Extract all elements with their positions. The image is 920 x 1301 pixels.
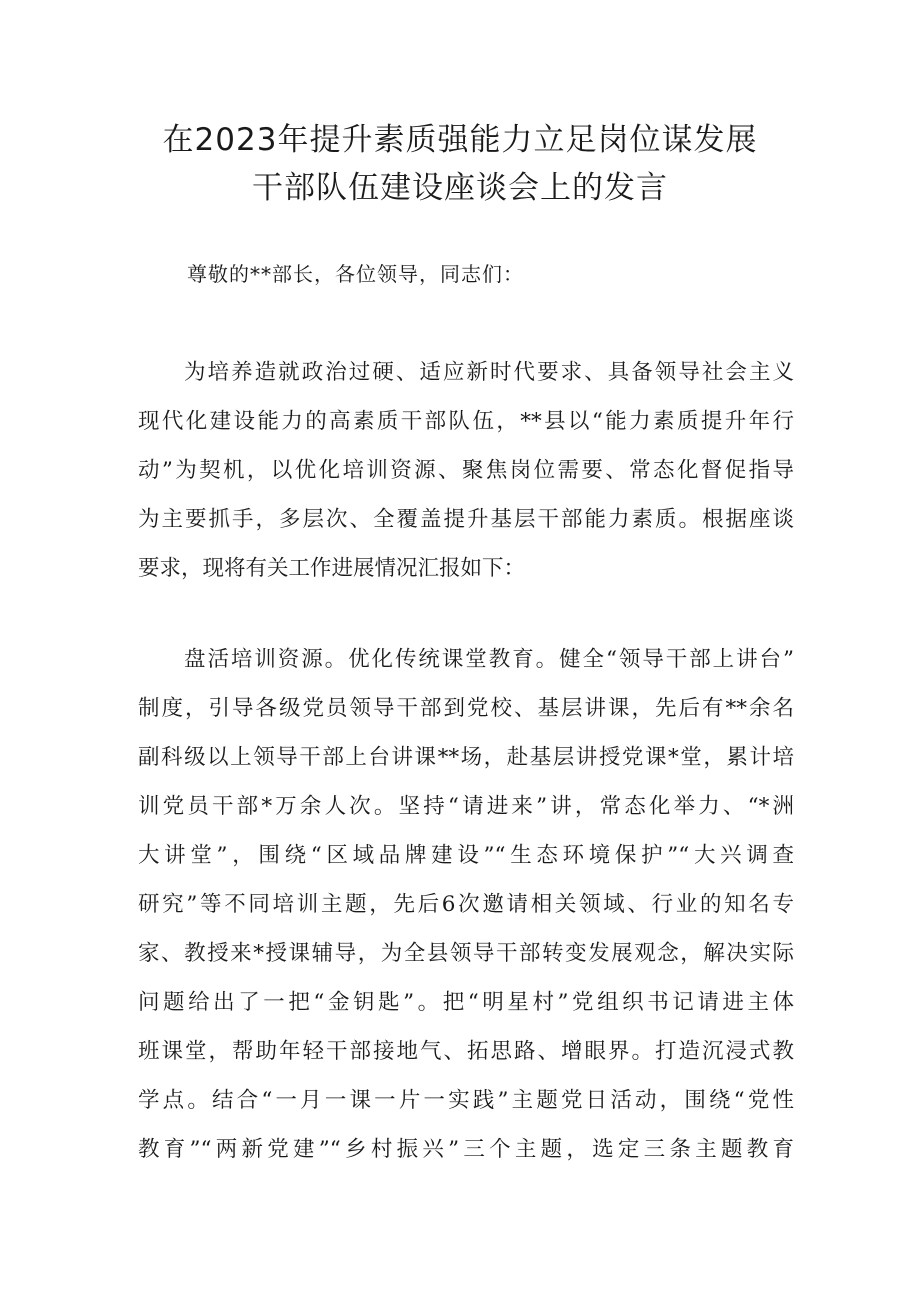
paragraph-line: 大讲堂”，围绕“区域品牌建设”“生态环境保护”“大兴调查 — [138, 843, 794, 868]
paragraph-training-resources — [138, 635, 794, 1174]
paragraph-line: 现代化建设能力的高素质干部队伍，**县以“能力素质提升年行 — [138, 409, 794, 434]
paragraph-line: 训党员干部*万余人次。坚持“请进来”讲，常态化举力、“*洲 — [138, 794, 794, 819]
paragraph-line: 副科级以上领导干部上台讲课**场，赴基层讲授党课*堂，累计培 — [138, 745, 794, 770]
paragraph-line: 学点。结合“一月一课一片一实践”主题党日活动，围绕“党性 — [138, 1088, 794, 1113]
paragraph-line: 研究”等不同培训主题，先后6次邀请相关领域、行业的知名专 — [138, 892, 794, 917]
paragraph-line: 班课堂，帮助年轻干部接地气、拓思路、增眼界。打造沉浸式教 — [138, 1039, 794, 1064]
paragraph-line: 教育”“两新党建”“乡村振兴”三个主题，选定三条主题教育 — [138, 1137, 794, 1162]
paragraph-line: 问题给出了一把“金钥匙”。把“明星村”党组织书记请进主体 — [138, 990, 794, 1015]
paragraph-line: 盘活培训资源。优化传统课堂教育。健全“领导干部上讲台” — [184, 647, 794, 672]
paragraph-line: 要求，现将有关工作进展情况汇报如下： — [138, 556, 526, 581]
document-title-line-2: 干部队伍建设座谈会上的发言 — [252, 170, 668, 206]
paragraph-intro — [138, 348, 794, 593]
paragraph-line: 为主要抓手，多层次、全覆盖提升基层干部能力素质。根据座谈 — [138, 507, 794, 532]
paragraph-line: 家、教授来*授课辅导，为全县领导干部转变发展观念，解决实际 — [138, 941, 794, 966]
greeting: 尊敬的**部长，各位领导，同志们： — [187, 262, 524, 286]
document-title-line-1: 在2023年提升素质强能力立足岗位谋发展 — [162, 122, 758, 158]
paragraph-line: 制度，引导各级党员领导干部到党校、基层讲课，先后有**余名 — [138, 696, 794, 721]
paragraph-line: 为培养造就政治过硬、适应新时代要求、具备领导社会主义 — [184, 360, 794, 385]
paragraph-line: 动”为契机，以优化培训资源、聚焦岗位需要、常态化督促指导 — [138, 458, 794, 483]
